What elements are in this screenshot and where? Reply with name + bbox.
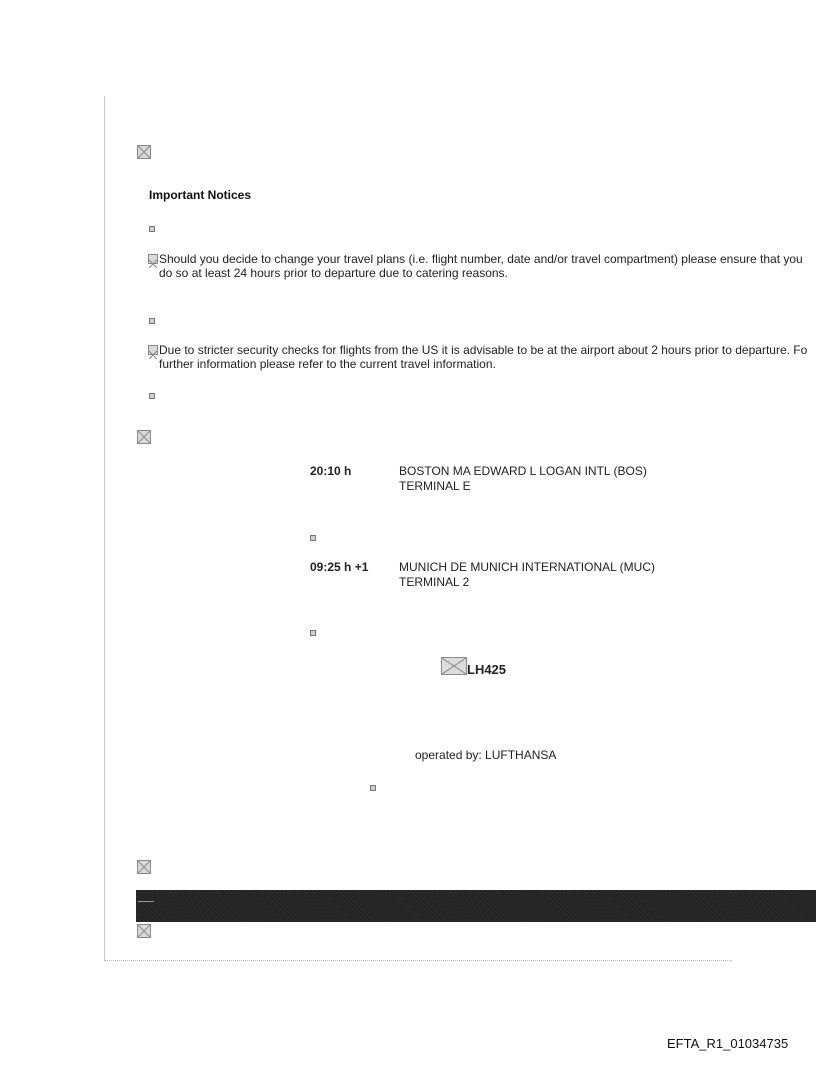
bullet-icon bbox=[310, 630, 316, 636]
banner-mark bbox=[138, 901, 154, 902]
page-frame-left-border bbox=[104, 96, 105, 961]
bullet-icon bbox=[370, 785, 376, 791]
bullet-icon bbox=[149, 226, 155, 232]
flight-number: LH425 bbox=[467, 662, 507, 677]
arrival-airport: MUNICH DE MUNICH INTERNATIONAL (MUC) bbox=[399, 560, 655, 574]
arrival-terminal: TERMINAL 2 bbox=[399, 575, 470, 589]
notices-heading: Important Notices bbox=[149, 188, 252, 202]
departure-airport: BOSTON MA EDWARD L LOGAN INTL (BOS) bbox=[399, 464, 647, 478]
bullet-icon bbox=[149, 393, 155, 399]
arrival-time: 09:25 h +1 bbox=[310, 560, 369, 574]
page-frame-bottom-border bbox=[104, 960, 732, 961]
notice-security-line-1: Due to stricter security checks for flights from the US it is advisable to be at the airport about 2 hours prior to departure. Fo bbox=[159, 343, 808, 357]
broken-image-icon bbox=[137, 860, 151, 874]
notice-catering-line-2: do so at least 24 hours prior to departure due to catering reasons. bbox=[159, 266, 508, 280]
departure-terminal: TERMINAL E bbox=[399, 479, 471, 493]
departure-time: 20:10 h bbox=[310, 464, 352, 478]
bullet-icon bbox=[310, 535, 316, 541]
broken-image-icon bbox=[148, 345, 158, 355]
broken-image-icon bbox=[137, 430, 151, 444]
operated-by: operated by: LUFTHANSA bbox=[415, 748, 557, 762]
notice-catering-line-1: Should you decide to change your travel plans (i.e. flight number, date and/or travel compartment) please ensure that you bbox=[159, 252, 803, 266]
broken-image-icon bbox=[137, 924, 151, 938]
document-id: EFTA_R1_01034735 bbox=[667, 1036, 789, 1051]
bullet-icon bbox=[149, 318, 155, 324]
notice-security-line-2: further information please refer to the current travel information. bbox=[159, 357, 496, 371]
airline-logo-icon bbox=[441, 657, 467, 675]
broken-image-icon bbox=[137, 145, 151, 159]
broken-image-icon bbox=[148, 254, 158, 264]
footer-dark-banner bbox=[136, 890, 816, 922]
